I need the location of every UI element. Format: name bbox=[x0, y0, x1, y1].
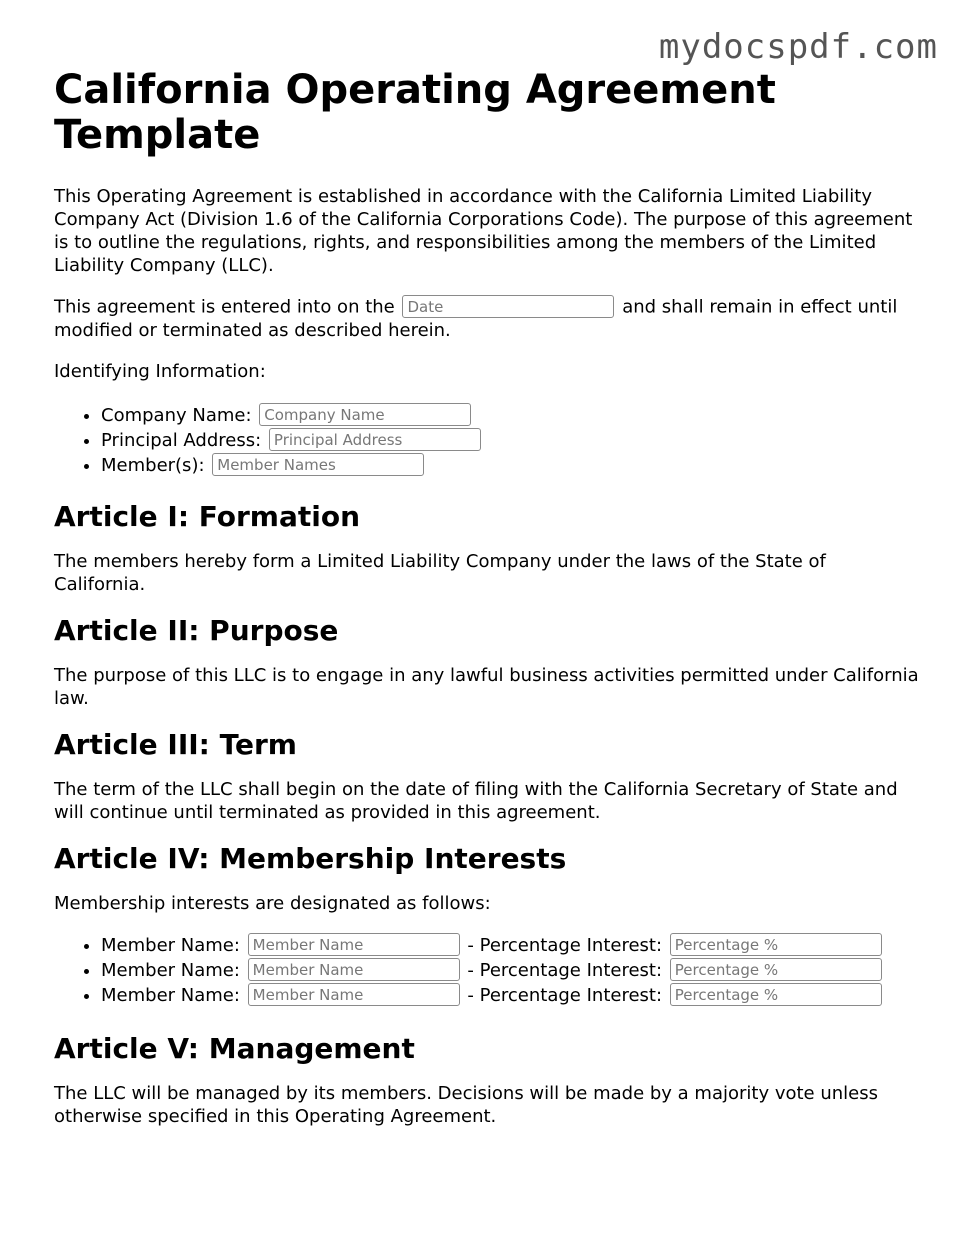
agreement-date-text-before: This agreement is entered into on the bbox=[54, 296, 395, 318]
intro-paragraph: This Operating Agreement is established in accordance with the California Limited Liability Company Act (Division 1.6 of the California Corporations Code). The purpose of this agreement is to outline the regulations, rights, and responsibilities among the members of the Limited Liability Company (LLC). bbox=[54, 186, 913, 276]
article-management bbox=[54, 1032, 920, 1128]
article-heading: Article III: Term bbox=[54, 727, 297, 761]
article-heading: Article I: Formation bbox=[54, 499, 361, 533]
list-item bbox=[101, 933, 920, 958]
article-heading: Article IV: Membership Interests bbox=[54, 841, 567, 875]
list-item bbox=[101, 428, 920, 453]
list-item bbox=[101, 453, 920, 478]
list-item bbox=[101, 403, 920, 428]
article-text: The LLC will be managed by its members. Decisions will be made by a majority vote unless otherwise specified in this Operating Agreement. bbox=[54, 1082, 879, 1127]
member-name-label: Member Name: bbox=[101, 934, 240, 956]
percentage-label: - Percentage Interest: bbox=[467, 959, 663, 981]
list-item bbox=[101, 958, 920, 983]
document-body bbox=[54, 68, 920, 1146]
member-name-label: Member Name: bbox=[101, 959, 240, 981]
identifying-heading: Identifying Information: bbox=[54, 360, 266, 382]
percentage-label: - Percentage Interest: bbox=[467, 984, 663, 1006]
member-name-label: Member Name: bbox=[101, 984, 240, 1006]
article-text: The term of the LLC shall begin on the date of filing with the California Secretary of State and will continue until terminated as provided in this agreement. bbox=[54, 778, 898, 823]
member-name-input[interactable] bbox=[248, 933, 460, 956]
date-input[interactable] bbox=[402, 295, 614, 318]
percentage-input[interactable] bbox=[670, 983, 882, 1006]
article-heading: Article II: Purpose bbox=[54, 613, 339, 647]
member-name-input[interactable] bbox=[248, 958, 460, 981]
member-names-input[interactable] bbox=[212, 453, 424, 476]
percentage-input[interactable] bbox=[670, 958, 882, 981]
principal-address-label: Principal Address: bbox=[101, 429, 262, 451]
member-name-input[interactable] bbox=[248, 983, 460, 1006]
identifying-list bbox=[54, 403, 920, 478]
percentage-input[interactable] bbox=[670, 933, 882, 956]
list-item bbox=[101, 983, 920, 1008]
article-formation bbox=[54, 500, 920, 596]
article-purpose bbox=[54, 614, 920, 710]
article-membership bbox=[54, 842, 920, 1008]
page-title: California Operating Agreement Template bbox=[54, 67, 776, 158]
watermark-text: mydocspdf.com bbox=[658, 27, 938, 67]
article-text: The purpose of this LLC is to engage in any lawful business activities permitted under California law. bbox=[54, 664, 919, 709]
membership-list bbox=[54, 933, 920, 1008]
agreement-date-paragraph bbox=[54, 295, 920, 342]
article-text: The members hereby form a Limited Liability Company under the laws of the State of California. bbox=[54, 550, 826, 595]
company-name-input[interactable] bbox=[259, 403, 471, 426]
company-name-label: Company Name: bbox=[101, 404, 252, 426]
agreement-date-text-after: and shall remain in effect until modified or terminated as described herein. bbox=[54, 296, 898, 341]
article-heading: Article V: Management bbox=[54, 1031, 415, 1065]
percentage-label: - Percentage Interest: bbox=[467, 934, 663, 956]
article-text: Membership interests are designated as follows: bbox=[54, 892, 491, 914]
principal-address-input[interactable] bbox=[269, 428, 481, 451]
members-label: Member(s): bbox=[101, 454, 205, 476]
article-term bbox=[54, 728, 920, 824]
